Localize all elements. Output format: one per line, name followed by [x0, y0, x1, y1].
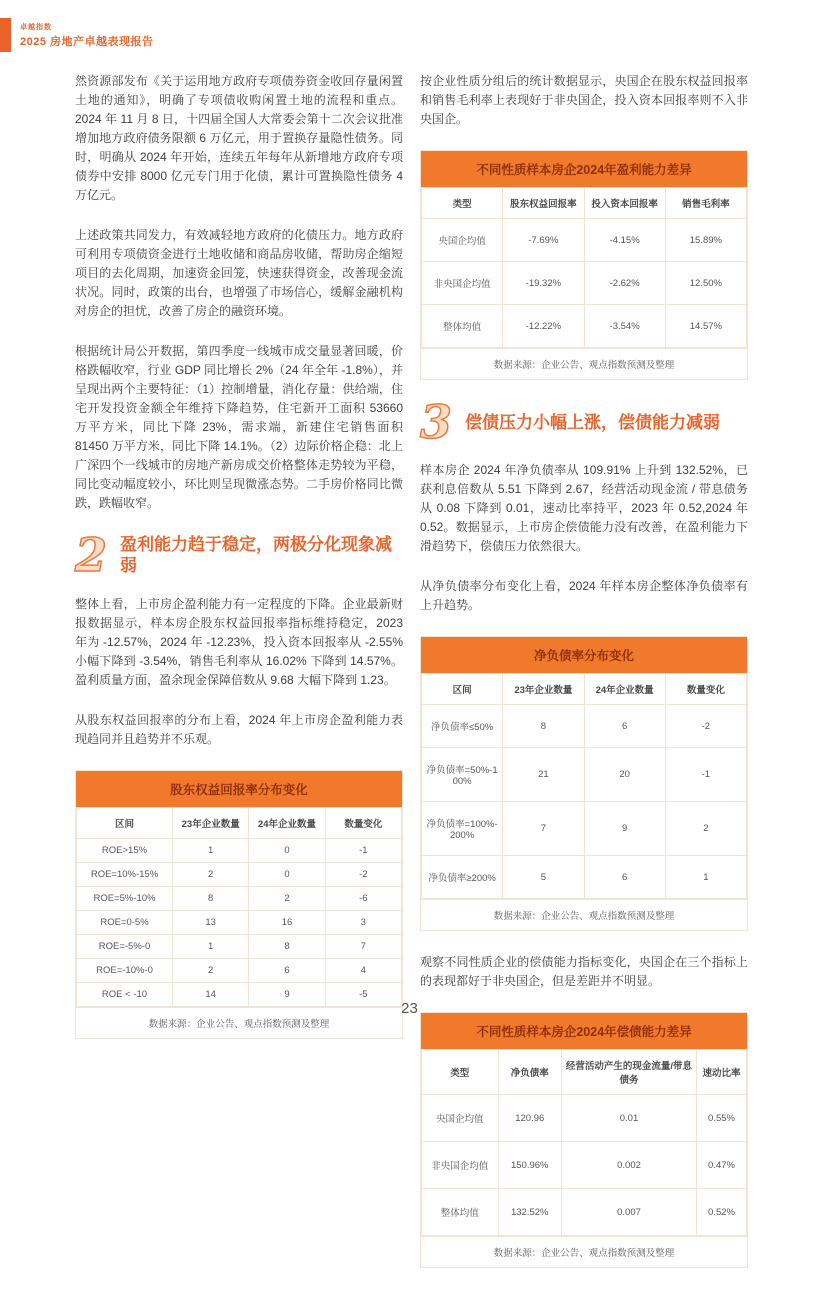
column-header: 24年企业数量	[249, 807, 325, 838]
table-row	[422, 219, 747, 262]
table-cell: 7	[325, 934, 401, 958]
column-header: 24年企业数量	[584, 674, 665, 705]
page-number: 23	[401, 1000, 418, 1017]
section-number: 2	[75, 527, 108, 582]
table-cell: 1	[173, 838, 249, 862]
table-cell: -5	[325, 982, 401, 1006]
section-heading-2	[75, 527, 403, 582]
paragraph: 观察不同性质企业的偿债能力指标变化，央国企在三个指标上的表现都好于非央国企，但是差距并不明显。	[420, 955, 748, 989]
table-cell: 14	[173, 982, 249, 1006]
table-row	[422, 1142, 747, 1189]
table-cell: 净负债率≤50%	[422, 705, 503, 748]
table-source: 数据来源：企业公告、观点指数预测及整理	[421, 1236, 747, 1267]
table-cell: 132.52%	[498, 1189, 562, 1236]
table-title: 股东权益回报率分布变化	[76, 771, 402, 807]
table-cell: 6	[584, 856, 665, 899]
section-number: 3	[420, 395, 453, 449]
table-cell: 1	[173, 934, 249, 958]
table-cell: 2	[173, 958, 249, 982]
table-cell: 净负债率=50%-100%	[422, 748, 503, 802]
table-source: 数据来源：企业公告、观点指数预测及整理	[421, 899, 747, 930]
section-title: 偿债压力小幅上涨，偿债能力减弱	[465, 413, 721, 433]
table-cell: 1	[665, 856, 746, 899]
table-cell: 14.57%	[665, 305, 746, 348]
data-table	[76, 807, 402, 1007]
table-row	[422, 262, 747, 305]
table-cell: 6	[249, 958, 325, 982]
table-row	[77, 862, 402, 886]
table-cell: 15.89%	[665, 219, 746, 262]
table-cell: -2	[665, 705, 746, 748]
table-cell: ROE=10%-15%	[77, 862, 173, 886]
table-cell: 0.47%	[697, 1142, 747, 1189]
table-cell: 13	[173, 910, 249, 934]
paragraph: 上述政策共同发力，有效减轻地方政府的化债压力。地方政府可利用专项债资金进行土地收储和商品房收储，帮助房企缩短项目的去化周期，加速资金回笼，快速获得资金，改善现金流状况。同时，政策的出台，也增强了市场信心，缓解金融机构对房企的担忧，改善了房企的融资环境。	[75, 228, 403, 318]
table-header-row	[422, 188, 747, 219]
column-header: 数量变化	[325, 807, 401, 838]
column-header: 股东权益回报率	[503, 188, 584, 219]
table-cell: 0.01	[562, 1095, 697, 1142]
column-header: 净负债率	[498, 1050, 562, 1095]
table-header-row	[77, 807, 402, 838]
table-cell: 净负债率=100%-200%	[422, 802, 503, 856]
table-cell: 央国企均值	[422, 1095, 499, 1142]
paragraph: 然资源部发布《关于运用地方政府专项债券资金收回存量闲置土地的通知》，明确了专项债收购闲置土地的流程和重点。2024 年 11 月 8 日，十四届全国人大常委会第十二次会议批准增加地方政府债务限额 6 万亿元，用于置换存量隐性债务。同时，明确从 2024 年开始，连续五年每年从新增地方政府专项债券中安排 8000 亿元专门用于化债，累计可置换隐性债务 4 万亿元。	[75, 74, 403, 202]
table-row	[77, 958, 402, 982]
solvency-difference-table	[420, 1012, 748, 1268]
roe-distribution-table	[75, 770, 403, 1039]
section-title: 盈利能力趋于稳定，两极分化现象减弱	[120, 535, 393, 576]
column-header: 经营活动产生的现金流量/带息债务	[562, 1050, 697, 1095]
table-source: 数据来源：企业公告、观点指数预测及整理	[421, 348, 747, 379]
right-column	[420, 72, 748, 1290]
table-cell: 0	[249, 838, 325, 862]
table-cell: 3	[325, 910, 401, 934]
table-row	[77, 838, 402, 862]
table-cell: -12.22%	[503, 305, 584, 348]
left-column	[75, 72, 403, 1290]
data-table	[421, 1049, 747, 1236]
table-cell: 21	[503, 748, 584, 802]
paragraph: 整体上看，上市房企盈利能力有一定程度的下降。企业最新财报数据显示，样本房企股东权益回报率指标维持稳定，2023 年为 -12.57%，2024 年 -12.23%，投入资本回报率从 -2.55% 小幅下降到 -3.54%，销售毛利率从 16.02% 下降到 14.57%。盈利质量方面，盈余现金保障倍数从 9.68 大幅下降到 1.23。	[75, 596, 403, 687]
table-cell: 5	[503, 856, 584, 899]
table-header-row	[422, 674, 747, 705]
table-cell: 120.96	[498, 1095, 562, 1142]
table-row	[422, 1095, 747, 1142]
column-header: 速动比率	[697, 1050, 747, 1095]
table-cell: 16	[249, 910, 325, 934]
table-cell: 150.96%	[498, 1142, 562, 1189]
paragraph: 从净负债率分布变化上看，2024 年样本房企整体净负债率有上升趋势。	[420, 579, 748, 613]
column-header: 23年企业数量	[503, 674, 584, 705]
table-cell: -2	[325, 862, 401, 886]
table-row	[422, 1189, 747, 1236]
column-header: 区间	[77, 807, 173, 838]
paragraph: 根据统计局公开数据，第四季度一线城市成交量显著回暖，价格跌幅收窄，行业 GDP 同比增长 2%（24 年全年 -1.8%），并呈现出两个主要特征：（1）控制增量，消化存量：供给端，住宅开发投资金额全年维持下降趋势，住宅新开工面积 53660 万平方米，同比下降 23%，需求端，新建住宅销售面积 81450 万平方米，同比下降 14.1%。（2）边际价格企稳：北上广深四个一线城市的房地产新房成交价格整体走势较为平稳，同比变动幅度较小，环比则呈现微涨态势。二手房价格同比微跌，跌幅收窄。	[75, 344, 403, 510]
content-columns	[75, 72, 748, 1290]
table-cell: 0.002	[562, 1142, 697, 1189]
table-cell: -7.69%	[503, 219, 584, 262]
table-cell: 6	[584, 705, 665, 748]
table-cell: 0.52%	[697, 1189, 747, 1236]
table-title: 不同性质样本房企2024年盈利能力差异	[421, 151, 747, 187]
paragraph: 从股东权益回报率的分布上看，2024 年上市房企盈利能力表现趋同并且趋势并不乐观。	[75, 712, 403, 746]
brand-text	[20, 18, 154, 49]
table-cell: -2.62%	[584, 262, 665, 305]
table-cell: 2	[249, 886, 325, 910]
column-header: 区间	[422, 674, 503, 705]
table-row	[422, 705, 747, 748]
table-cell: 8	[249, 934, 325, 958]
table-cell: ROE=-10%-0	[77, 958, 173, 982]
brand-subtitle: 卓越指数	[20, 24, 52, 31]
paragraph: 样本房企 2024 年净负债率从 109.91% 上升到 132.52%，已获利息倍数从 5.51 下降到 2.67，经营活动现金流 / 带息债务从 0.08 下降到 0.01，速动比率持平，2023 年 0.52,2024 年 0.52。数据显示，上市房企偿债能力没有改善，在盈利能力下滑趋势下，偿债压力依然很大。	[420, 463, 748, 554]
brand-bar	[0, 18, 11, 52]
column-header: 数量变化	[665, 674, 746, 705]
table-cell: -6	[325, 886, 401, 910]
table-cell: ROE=0-5%	[77, 910, 173, 934]
table-cell: -1	[665, 748, 746, 802]
table-cell: 央国企均值	[422, 219, 503, 262]
table-row	[422, 748, 747, 802]
table-cell: 20	[584, 748, 665, 802]
column-header: 类型	[422, 188, 503, 219]
table-title: 净负债率分布变化	[421, 637, 747, 673]
table-cell: ROE=-5%-0	[77, 934, 173, 958]
profitability-difference-table	[420, 150, 748, 380]
table-cell: -19.32%	[503, 262, 584, 305]
table-row	[77, 886, 402, 910]
table-title: 不同性质样本房企2024年偿债能力差异	[421, 1013, 747, 1049]
table-cell: -4.15%	[584, 219, 665, 262]
table-row	[77, 910, 402, 934]
table-row	[422, 856, 747, 899]
table-row	[422, 802, 747, 856]
section-heading-3	[420, 395, 748, 449]
column-header: 23年企业数量	[173, 807, 249, 838]
table-cell: 12.50%	[665, 262, 746, 305]
paragraph: 按企业性质分组后的统计数据显示，央国企在股东权益回报率和销售毛利率上表现好于非央国企，投入资本回报率则不入非央国企。	[420, 74, 748, 126]
column-header: 类型	[422, 1050, 499, 1095]
table-cell: -1	[325, 838, 401, 862]
column-header: 投入资本回报率	[584, 188, 665, 219]
table-cell: 非央国企均值	[422, 1142, 499, 1189]
net-debt-distribution-table	[420, 636, 748, 931]
table-cell: ROE=5%-10%	[77, 886, 173, 910]
data-table	[421, 673, 747, 899]
table-cell: 8	[173, 886, 249, 910]
table-cell: 7	[503, 802, 584, 856]
table-row	[77, 934, 402, 958]
table-row	[422, 305, 747, 348]
table-cell: 非央国企均值	[422, 262, 503, 305]
table-cell: 2	[173, 862, 249, 886]
table-cell: ROE < -10	[77, 982, 173, 1006]
table-cell: 8	[503, 705, 584, 748]
table-cell: ROE>15%	[77, 838, 173, 862]
column-header: 销售毛利率	[665, 188, 746, 219]
table-cell: 4	[325, 958, 401, 982]
table-cell: 整体均值	[422, 305, 503, 348]
table-cell: 0	[249, 862, 325, 886]
table-cell: 0.007	[562, 1189, 697, 1236]
page-header	[0, 18, 154, 52]
table-cell: 0.55%	[697, 1095, 747, 1142]
table-cell: 整体均值	[422, 1189, 499, 1236]
table-cell: 9	[584, 802, 665, 856]
table-cell: 9	[249, 982, 325, 1006]
table-cell: -3.54%	[584, 305, 665, 348]
brand-title: 2025 房地产卓越表现报告	[20, 36, 154, 48]
table-cell: 净负债率≥200%	[422, 856, 503, 899]
table-source: 数据来源：企业公告、观点指数预测及整理	[76, 1007, 402, 1038]
table-cell: 2	[665, 802, 746, 856]
table-header-row	[422, 1050, 747, 1095]
data-table	[421, 187, 747, 348]
